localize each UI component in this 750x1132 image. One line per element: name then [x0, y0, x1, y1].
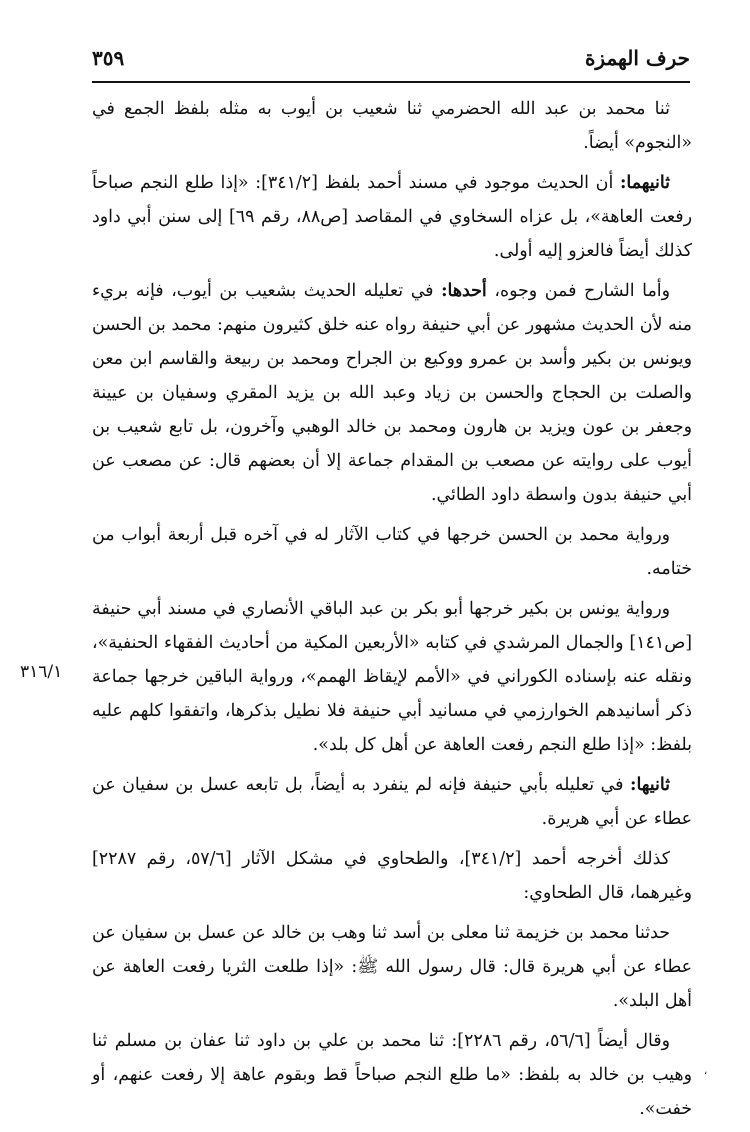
margin-reference: ٣١٦/١ — [20, 662, 63, 682]
paragraph-2 — [92, 166, 692, 268]
running-title: حرف الهمزة — [584, 46, 690, 70]
paragraph-lead: وأما الشارح فمن وجوه، — [494, 281, 671, 301]
paragraph-text: في تعليله بأبي حنيفة فإنه لم ينفرد به أيضاً، بل تابعه عسل بن سفيان عن عطاء عن أبي هريرة. — [92, 775, 692, 829]
paragraph-4 — [92, 518, 692, 586]
paragraph-5 — [92, 592, 692, 762]
page-header — [92, 44, 690, 80]
paragraph-text: حدثنا محمد بن خزيمة ثنا معلى بن أسد ثنا وهب بن خالد عن عسل بن سفيان عن عطاء عن أبي هريرة قال: قال رسول الله ﷺ: «إذا طلعت الثريا رفعت العاهة عن أهل البلد». — [92, 923, 692, 1011]
paragraph-8 — [92, 916, 692, 1018]
section-label: أحدها: — [441, 281, 487, 301]
paragraph-7 — [92, 842, 692, 910]
paragraph-9 — [92, 1024, 692, 1126]
paragraph-1 — [92, 92, 692, 160]
paragraph-text: أن الحديث موجود في مسند أحمد بلفظ [٣٤١/٢]: «إذا طلع النجم صباحاً رفعت العاهة»، بل عزاه السخاوي في المقاصد [ص٨٨، رقم ٦٩] إلى سنن أبي داود كذلك أيضاً فالعزو إليه أولى. — [92, 173, 692, 261]
paragraph-6 — [92, 768, 692, 836]
paragraph-text: ورواية يونس بن بكير خرجها أبو بكر بن عبد الباقي الأنصاري في مسند أبي حنيفة [ص١٤١] والجمال المرشدي في كتابه «الأربعين المكية من أحاديث الفقهاء الحنفية»، ونقله عنه بإسناده الكوراني في «الأمم لإيقاظ الهمم»، ورواية الباقين خرجها جماعة ذكر أسانيدهم الخوارزمي في مسانيد أبي حنيفة فلا نطيل بذكرها، واتفقوا كلهم عليه بلفظ: «إذا طلع النجم رفعت العاهة عن أهل كل بلد». — [92, 599, 692, 755]
paragraph-text: ورواية محمد بن الحسن خرجها في كتاب الآثار له في آخره قبل أربعة أبواب من ختامه. — [92, 525, 692, 579]
header-rule — [92, 81, 690, 83]
paragraph-text: وقال أيضاً [٥٦/٦، رقم ٢٢٨٦]: ثنا محمد بن علي بن داود ثنا عفان بن مسلم ثنا وهيب بن خالد به بلفظ: «ما طلع النجم صباحاً قط وبقوم عاهة إلا رفعت عنهم، أو خفت». — [92, 1031, 692, 1119]
paragraph-text: في تعليله الحديث بشعيب بن أيوب، فإنه بريء منه لأن الحديث مشهور عن أبي حنيفة رواه عنه خلق كثيرون منهم: محمد بن الحسن ويونس بن بكير وأسد بن عمرو ووكيع بن الجراح ومحمد بن ربيعة والقاسم ابن معن والصلت بن الحجاج والحسن بن زياد وعبد الله بن يزيد المقري وسفيان بن عيينة وجعفر بن عون ويزيد بن هارون ومحمد بن خالد الوهبي وآخرون، بل تابع شعيب بن أيوب على روايته عن مصعب بن المقدام جماعة إلا أن بعضهم قال: عن مصعب عن أبي حنيفة بدون واسطة داود الطائي. — [92, 281, 692, 505]
page-body — [92, 92, 692, 1132]
paragraph-text: كذلك أخرجه أحمد [٣٤١/٢]، والطحاوي في مشكل الآثار [٥٧/٦، رقم ٢٢٨٧] وغيرهما، قال الطحاوي: — [92, 849, 692, 903]
corner-mark: ، — [704, 1066, 708, 1077]
section-label: ثانيهما: — [619, 173, 670, 193]
section-label: ثانيها: — [630, 775, 671, 795]
paragraph-text: ثنا محمد بن عبد الله الحضرمي ثنا شعيب بن أيوب به مثله بلفظ الجمع في «النجوم» أيضاً. — [92, 99, 692, 153]
page-number: ٣٥٩ — [92, 46, 125, 70]
paragraph-3 — [92, 274, 692, 512]
